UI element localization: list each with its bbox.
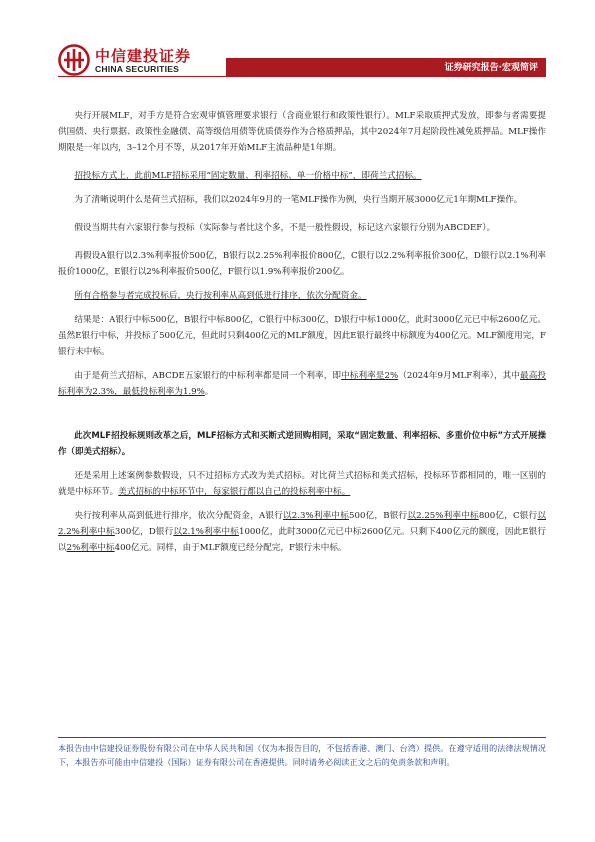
underlined-text: 2%利率中标 (66, 543, 115, 553)
underlined-text: 中标利率是2% (341, 371, 399, 381)
text-segment: 500亿，B银行 (349, 511, 408, 521)
report-type-label: 证券研究报告·宏观简评 (444, 63, 538, 73)
underlined-text: 招投标方式上，此前MLF招标采用“固定数量、利率招标、单一价格中标”，即荷兰式招标。 (74, 171, 422, 181)
text-segment: （2024年9月MLF利率），其中 (398, 371, 521, 381)
company-logo (58, 44, 198, 78)
paragraph-bank-assumption: 假设当期共有六家银行参与投标（实际参与者比这个多，不是一般性假设，标记这六家银行分别为ABCDEF）。 (74, 223, 496, 233)
paragraph-bidding-method (58, 168, 546, 184)
underlined-text: 以2.1%利率中标 (173, 527, 239, 537)
paragraph-mlf-intro: 央行开展MLF，对手方是符合宏观审慎管理要求银行（含商业银行和政策性银行）。MLF采取质押式发放，即参与者需要提供国债、央行票据、政策性金融债、高等级信用债等优质债券作为合格质押品，其中2024年7月起阶段性减免质押品。MLF操作期限是一年以内，3–12个月不等，从2017年开始MLF主流品种是1年期。 (58, 111, 546, 153)
paragraph-us-auction-result (58, 508, 546, 556)
underlined-text: 所有合格参与者完成投标后，央行按利率从高到低进行排序，依次分配资金。 (74, 291, 367, 301)
logo-chinese-name: 中信建投证券 (95, 47, 192, 65)
paragraph-allocation-rule (58, 288, 546, 304)
text-segment: 央行按利率从高到低进行排序，依次分配资金，A银行 (74, 511, 284, 521)
text-segment: 800亿，C银行 (478, 511, 538, 521)
underlined-text: 最高投标利率为2.3%，最低投标利率为1.9% (58, 371, 546, 397)
underlined-text: 美式招标的中标环节中，每家银行都以自己的投标利率中标。 (118, 487, 351, 497)
citic-logo-icon (58, 44, 90, 76)
report-type-banner (226, 58, 546, 76)
text-segment: 400亿元。同样，由于MLF额度已经分配完，F银行未中标。 (114, 543, 347, 553)
logo-english-name: CHINA SECURITIES (95, 64, 180, 74)
paragraph-dutch-rate (58, 368, 546, 400)
text-segment: 还是采用上述案例参数假设，只不过招标方式改为美式招标。对比荷兰式招标和美式招标，投标环节都相同的，唯一区别的就是中标环节。 (58, 471, 546, 497)
text-segment: 由于是荷兰式招标，ABCDE五家银行的中标利率都是同一个利率，即 (74, 371, 342, 381)
text-segment: 300亿，D银行 (114, 527, 174, 537)
underlined-text: 以2.2%利率中标 (58, 511, 546, 537)
footer-disclaimer: 本报告由中信建投证券股份有限公司在中华人民共和国（仅为本报告目的，不包括香港、澳门、台湾）提供。在遵守适用的法律法规情况下，本报告亦可能由中信建投（国际）证券有限公司在香港提供。同时请务必阅读正文之后的免责条款和声明。 (58, 743, 546, 767)
section-heading-us-auction: 此次MLF招投标规则改革之后，MLF招标方式和买断式逆回购相同，采取“固定数量、利率招标、多重价位中标”方式开展操作（即美式招标）。 (58, 431, 546, 457)
paragraph-us-auction-compare (58, 468, 546, 500)
underlined-text: 以2.3%利率中标 (283, 511, 350, 521)
text-segment: 1000亿，此时3000亿元已中标2600亿元。只剩下400亿元的额度，因此E银行以 (58, 527, 546, 553)
report-body (58, 108, 546, 568)
paragraph-example-setup: 为了清晰说明什么是荷兰式招标，我们以2024年9月的一笔MLF操作为例，央行当期开展3000亿元1年期MLF操作。 (74, 195, 523, 205)
underlined-text: 以2.25%利率中标 (407, 511, 479, 521)
paragraph-bank-quotes: 再假设A银行以2.3%利率报价500亿，B银行以2.25%利率报价800亿，C银行以2.2%利率报价300亿，D银行以2.1%利率报价1000亿，E银行以2%利率报价500亿，F银行以1.9%利率报价200亿。 (58, 251, 546, 277)
text-segment: 。 (204, 387, 214, 397)
header-divider (58, 76, 546, 77)
footer-divider (58, 737, 546, 738)
paragraph-dutch-result: 结果是：A银行中标500亿，B银行中标800亿，C银行中标300亿，D银行中标1000亿，此时3000亿元已中标2600亿元。虽然E银行中标，并投标了500亿元，但此时只剩400亿元的MLF额度，因此E银行最终中标额度为400亿元。MLF额度用完，F银行未中标。 (58, 315, 546, 357)
